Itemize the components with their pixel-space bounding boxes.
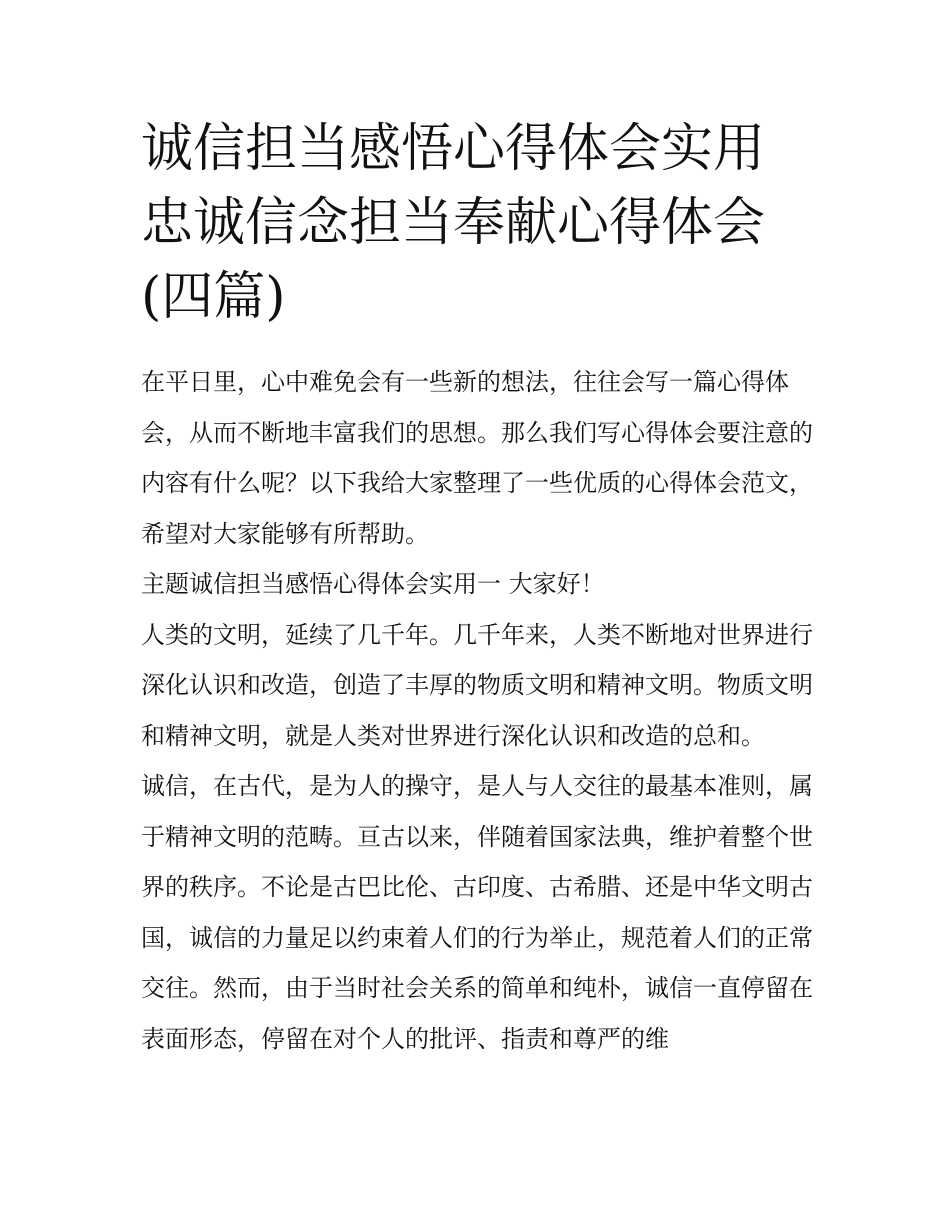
document-body <box>141 357 813 1064</box>
paragraph-civilization: 人类的文明，延续了几千年。几千年来，人类不断地对世界进行深化认识和改造，创造了丰厚的物质文明和精神文明。物质文明和精神文明，就是人类对世界进行深化认识和改造的总和。 <box>141 620 813 750</box>
paragraph-integrity: 诚信，在古代，是为人的操守，是人与人交往的最基本准则，属于精神文明的范畴。亘古以来，伴随着国家法典，维护着整个世界的秩序。不论是古巴比伦、古印度、古希腊、还是中华文明古国，诚信的力量足以约束着人们的行为举止，规范着人们的正常交往。然而，由于当时社会关系的简单和纯朴，诚信一直停留在表面形态，停留在对个人的批评、指责和尊严的维 <box>141 772 813 1053</box>
document-title: 诚信担当感悟心得体会实用 忠诚信念担当奉献心得体会(四篇) <box>141 119 766 327</box>
paragraph-heading-1: 主题诚信担当感悟心得体会实用一 大家好！ <box>141 570 605 598</box>
paragraph-intro: 在平日里，心中难免会有一些新的想法，往往会写一篇心得体会，从而不断地丰富我们的思想。那么我们写心得体会要注意的内容有什么呢？以下我给大家整理了一些优质的心得体会范文，希望对大家能够有所帮助。 <box>141 368 813 548</box>
